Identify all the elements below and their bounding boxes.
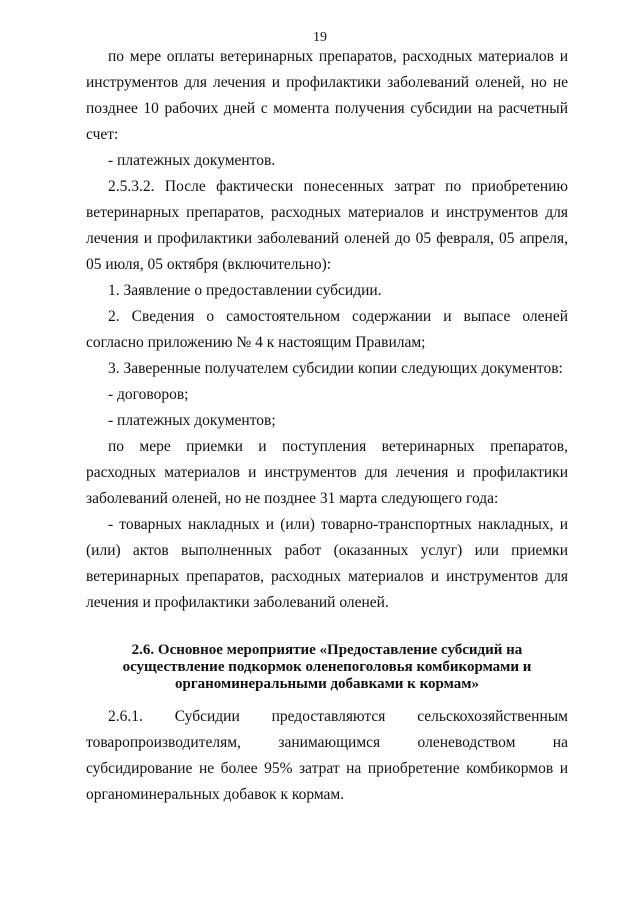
paragraph: по мере приемки и поступления ветеринарных препаратов, расходных материалов и инструментов для лечения и профилактики заболеваний оленей, но не позднее 31 марта следующего года: <box>86 438 568 507</box>
paragraph: - платежных документов. <box>108 152 276 169</box>
document-body <box>86 44 568 808</box>
paragraph: 2.5.3.2. После фактически понесенных затрат по приобретению ветеринарных препаратов, расходных материалов и инструментов для лечения и профилактики заболеваний оленей до 05 февраля, 05 апреля, 05 июля, 05 октября (включительно): <box>86 178 568 273</box>
paragraph: - товарных накладных и (или) товарно-транспортных накладных, и (или) актов выполненных работ (оказанных услуг) или приемки ветеринарных препаратов, расходных материалов и инструментов для лечения и профилактики заболеваний оленей. <box>86 516 568 611</box>
section-heading: 2.6. Основное мероприятие «Предоставление субсидий на осуществление подкормок оленепоголовья комбикормами и органоминеральными добавками к кормам» <box>122 642 532 692</box>
paragraph: 2.6.1. Субсидии предоставляются сельскохозяйственным товаропроизводителям, занимающимся оленеводством на субсидирование не более 95% затрат на приобретение комбикормов и органоминеральных добавок к кормам. <box>86 708 568 803</box>
paragraph: 3. Заверенные получателем субсидии копии следующих документов: <box>108 360 563 377</box>
paragraph: по мере оплаты ветеринарных препаратов, расходных материалов и инструментов для лечения и профилактики заболеваний оленей, но не позднее 10 рабочих дней с момента получения субсидии на расчетный счет: <box>86 48 568 143</box>
page-number: 19 <box>313 30 327 45</box>
paragraph: 2. Сведения о самостоятельном содержании и выпасе оленей согласно приложению № 4 к настоящим Правилам; <box>86 308 568 351</box>
paragraph: - платежных документов; <box>108 412 276 429</box>
paragraph: 1. Заявление о предоставлении субсидии. <box>108 282 382 299</box>
paragraph: - договоров; <box>108 386 189 403</box>
